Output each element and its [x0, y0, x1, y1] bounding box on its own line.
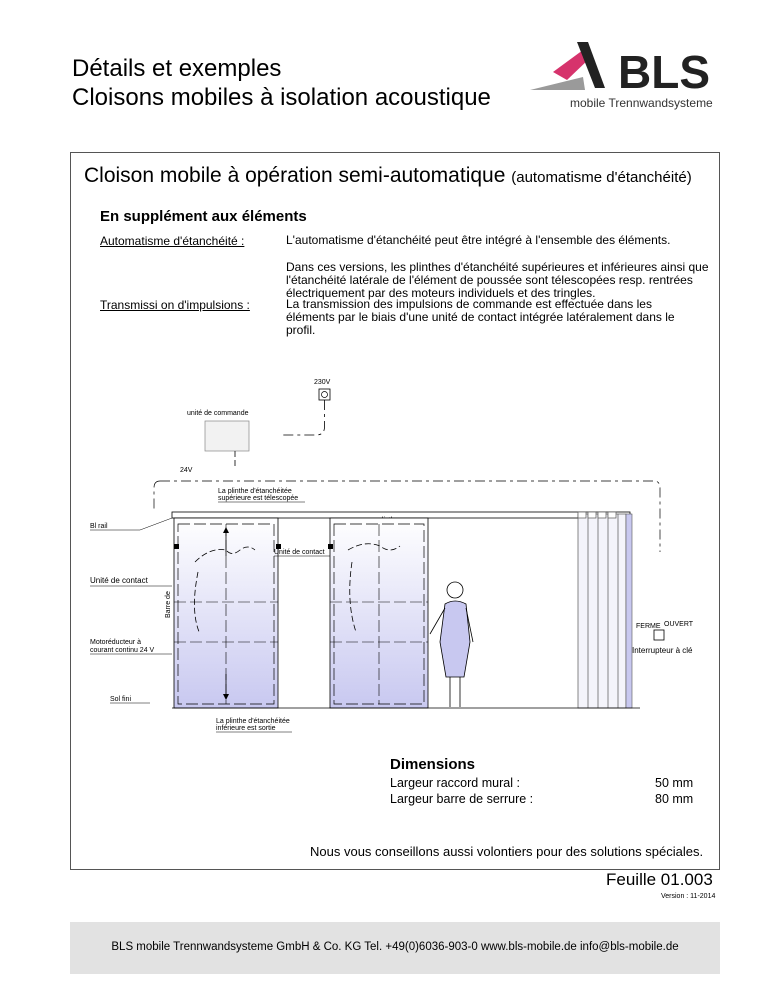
frame-title-paren: (automatisme d'étanchéité): [511, 169, 692, 186]
row-label-transmission: Transmissi on d'impulsions :: [100, 298, 250, 312]
label-24v: 24V: [180, 467, 193, 474]
header-title-line2: Cloisons mobiles à isolation acoustique: [72, 84, 491, 111]
logo-subtitle: mobile Trennwandsysteme: [570, 96, 713, 110]
control-unit-box: [205, 421, 249, 451]
label-contact-unit-right: Unité de contact: [274, 549, 325, 556]
label-ferme: FERME: [636, 623, 661, 630]
label-key-switch: Interrupteur à clé: [632, 646, 693, 655]
label-control-unit: unité de commande: [187, 410, 249, 417]
label-sol-fini: Sol fini: [110, 696, 132, 703]
frame-title: [84, 164, 692, 188]
row-text-transmission: La transmission des impulsions de commande est effectuée dans les éléments par le biais d'une unité de contact intégrée latéralement dans le profil.: [286, 297, 675, 337]
version-label: Version : 11-2014: [661, 893, 716, 900]
label-motor-2: courant continu 24 V: [90, 647, 155, 654]
row-label-sealing: Automatisme d'étanchéité :: [100, 234, 245, 248]
label-upper-seal: La plinthe d'étanchéitée: [218, 488, 292, 495]
header-title-line1: Détails et exemples: [72, 55, 282, 82]
ceiling-rail: [172, 512, 630, 518]
label-barre: Barre de: [165, 591, 172, 618]
label-230v: 230V: [314, 379, 331, 386]
label-motor-1: Motoréducteur à: [90, 639, 141, 646]
label-bl-rail: Bl rail: [90, 523, 108, 530]
person-figure: [430, 582, 473, 707]
dim-label-wall: Largeur raccord mural :: [390, 776, 520, 790]
sheet-number: Feuille 01.003: [606, 870, 713, 889]
label-upper-seal-2: supérieure est télescopée: [218, 495, 299, 502]
partition-diagram: [80, 372, 720, 752]
logo-text: BLS: [618, 46, 710, 98]
footer-text: BLS mobile Trennwandsysteme GmbH & Co. KG Tel. +49(0)6036-903-0 www.bls-mobile.de info@bls-mobile.de: [111, 941, 679, 953]
row-text-sealing: L'automatisme d'étanchéité peut être intégré à l'ensemble des éléments.: [286, 233, 671, 247]
label-lower-seal-2: inférieure est sortie: [216, 725, 276, 732]
dimensions-heading: Dimensions: [390, 756, 476, 773]
row-text-versions: Dans ces versions, les plinthes d'étanchéité supérieures et inférieures ainsi que l'étanchéité latérale de l'élément de poussée sont télescopées resp. rentrées électriquement par des moteurs individuels et des tringles.: [286, 260, 709, 300]
key-switch-icon: [654, 630, 664, 640]
dim-value-lock: 80 mm: [655, 792, 694, 806]
page-header-title: [72, 54, 491, 112]
dim-value-wall: 50 mm: [655, 776, 694, 790]
advice-text: Nous vous conseillons aussi volontiers pour des solutions spéciales.: [310, 844, 704, 859]
label-lower-seal: La plinthe d'étanchéitée: [216, 718, 290, 725]
section-heading: En supplément aux éléments: [100, 208, 307, 225]
frame-title-main: Cloison mobile à opération semi-automatique: [84, 164, 506, 187]
label-contact-unit-left: Unité de contact: [90, 576, 148, 585]
stacked-elements: [578, 512, 626, 708]
dim-label-lock: Largeur barre de serrure :: [390, 792, 534, 806]
socket-icon: [319, 389, 330, 400]
label-ouvert: OUVERT: [664, 621, 694, 628]
